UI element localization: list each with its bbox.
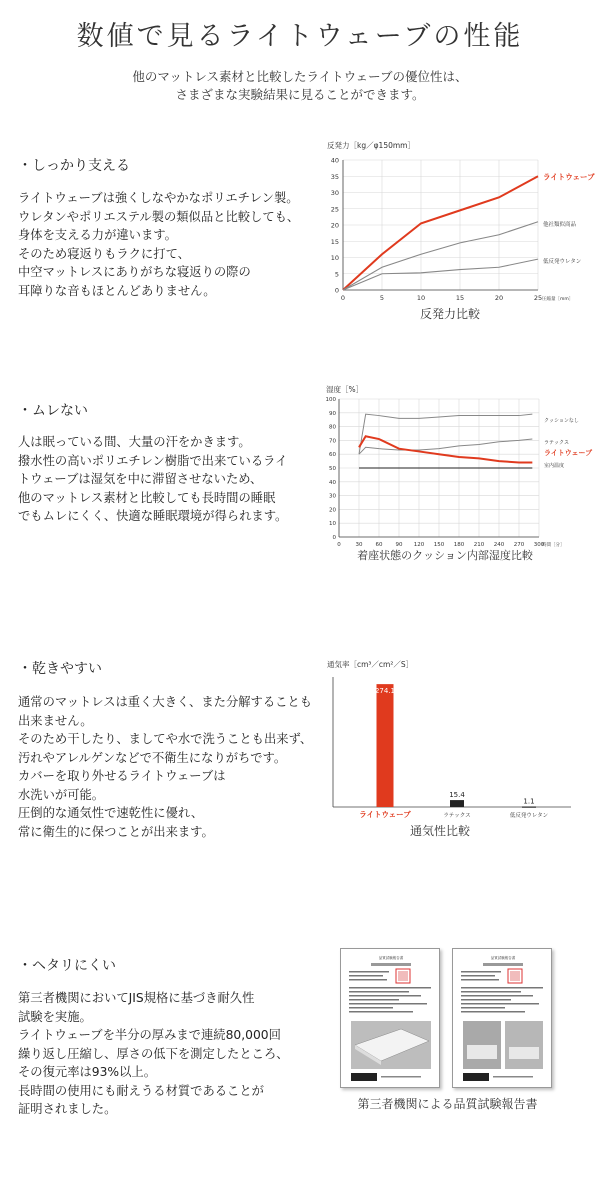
legend-label: ラテックス [544, 440, 569, 446]
y-tick-label: 80 [329, 424, 336, 431]
section-body-support: ライトウェーブは強くしなやかなポリエチレン製。 ウレタンやポリエステル製の類似品と比較しても、 身体を支える力が違います。 そのため寝返りもラクに打て、 中空マットレスにありがちな寝返りの際の 耳障りな音もほとんどありません。 [18, 191, 300, 298]
y-tick-label: 0 [334, 286, 339, 295]
report-1-image [341, 949, 441, 1089]
report-2-title: 品質試験報告書 [490, 956, 516, 960]
x-tick-label: 240 [493, 542, 505, 548]
airflow-chart-caption: 通気性比較 [409, 824, 470, 838]
y-tick-label: 10 [329, 521, 336, 528]
y-tick-label: 25 [330, 205, 339, 214]
bar-1 [374, 684, 396, 807]
y-tick-label: 15 [330, 237, 339, 246]
lead-line-1: 他のマットレス素材と比較したライトウェーブの優位性は、 [132, 69, 468, 84]
x-axis-label: 圧縮量［mm］ [542, 297, 574, 302]
section-heading-support: ・しっかり支える [18, 158, 130, 174]
legend-label: クッションなし [544, 418, 579, 424]
test-report-document-2 [452, 948, 552, 1088]
x-tick-label: 300 [533, 542, 545, 548]
legend-label: ライトウェーブ [543, 172, 595, 182]
y-tick-label: 20 [329, 507, 336, 514]
x-tick-label: 10 [416, 294, 426, 302]
x-tick-label: 20 [494, 294, 504, 302]
bar-value-label: 274.1 [374, 687, 396, 696]
airflow-chart [325, 657, 585, 827]
x-tick-label: 0 [337, 542, 341, 548]
y-tick-label: 60 [329, 452, 336, 459]
reports-caption: 第三者機関による品質試験報告書 [357, 1097, 538, 1111]
y-tick-label: 20 [330, 221, 339, 230]
section-body-durable: 第三者機関においてJIS規格に基づき耐久性 試験を実施。 ライトウェーブを半分の厚みまで連続80,000回 繰り返し圧縮し、厚さの低下を測定したところ、 その復元率は93%以上。 長時間の使用にも耐えうる材質であることが 証明されました。 [18, 991, 289, 1116]
x-tick-label: 60 [375, 542, 383, 548]
category-label: ラテックス [443, 813, 471, 819]
page-title: 数値で見るライトウェーブの性能 [76, 21, 524, 52]
section-heading-breathable: ・ムレない [18, 403, 88, 419]
repulsion-chart-caption: 反発力比較 [419, 307, 480, 321]
x-tick-label: 0 [340, 294, 346, 302]
x-tick-label: 270 [513, 542, 525, 548]
y-tick-label: 100 [325, 397, 336, 403]
y-tick-label: 0 [332, 535, 336, 541]
category-label: 低反発ウレタン [509, 813, 549, 819]
y-axis-label: 反発力［kg／φ150mm］ [327, 141, 415, 150]
report-2-image [453, 949, 553, 1089]
legend-label: 室内温度 [544, 463, 565, 469]
y-tick-label: 70 [329, 438, 336, 445]
x-tick-label: 210 [473, 542, 485, 548]
x-axis-label: 時間［分］ [542, 543, 565, 548]
lead-text [0, 68, 600, 104]
legend-label: 他社類似商品 [543, 221, 577, 228]
lead-line-2: さまざまな実験結果に見ることができます。 [175, 87, 425, 102]
humidity-chart [325, 382, 600, 562]
y-tick-label: 5 [334, 270, 339, 279]
section-body-quick-dry: 通常のマットレスは重く大きく、また分解することも 出来ません。 そのため干したり、ましてや水で洗うことも出来ず、 汚れやアレルゲンなどで不衛生になりがちです。 カバーを取り外せるライトウェーブは 水洗いが可能。 圧倒的な通気性で速乾性に優れ、 常に衛生的に保つことが出来ます。 [18, 695, 313, 839]
x-tick-label: 180 [453, 542, 465, 548]
y-tick-label: 10 [330, 254, 339, 262]
y-tick-label: 30 [329, 493, 336, 500]
x-tick-label: 25 [533, 294, 543, 302]
legend-label: ライトウェーブ [544, 449, 593, 457]
x-tick-label: 120 [413, 542, 425, 548]
report-1-title: 品質試験報告書 [378, 956, 404, 960]
category-label: ライトウェーブ [359, 810, 411, 819]
repulsion-chart [325, 138, 600, 323]
bar-3 [522, 807, 536, 808]
section-body-breathable: 人は眠っている間、大量の汗をかきます。 撥水性の高いポリエチレン樹脂で出来ているライ トウェーブは湿気を中に滞留させないため、 他のマットレス素材と比較しても長時間の睡眠 でもムレにくく、快適な睡眠環境が得られます。 [18, 435, 288, 523]
y-tick-label: 30 [330, 189, 339, 197]
y-tick-label: 40 [330, 156, 339, 165]
y-tick-label: 50 [329, 466, 336, 472]
y-axis-label: 通気率［cm³／cm²／S］ [327, 660, 414, 669]
bar-2 [450, 800, 464, 807]
humidity-chart-caption: 着座状態のクッション内部湿度比較 [357, 549, 533, 562]
x-tick-label: 30 [355, 542, 363, 548]
section-heading-quick-dry: ・乾きやすい [18, 661, 102, 677]
x-tick-label: 5 [379, 294, 385, 302]
x-tick-label: 15 [455, 294, 465, 302]
y-tick-label: 35 [330, 172, 339, 181]
bar-value-label: 15.4 [449, 791, 465, 800]
series-line-2 [343, 222, 538, 290]
bar-value-label: 1.1 [523, 797, 535, 806]
legend-label: 低反発ウレタン [543, 259, 582, 266]
y-axis-label: 湿度［%］ [326, 385, 364, 394]
x-tick-label: 90 [395, 542, 403, 548]
y-tick-label: 90 [329, 410, 336, 417]
x-tick-label: 150 [433, 542, 445, 548]
test-report-document-1 [340, 948, 440, 1088]
y-tick-label: 40 [329, 479, 336, 486]
section-heading-durable: ・ヘタリにくい [18, 958, 116, 974]
